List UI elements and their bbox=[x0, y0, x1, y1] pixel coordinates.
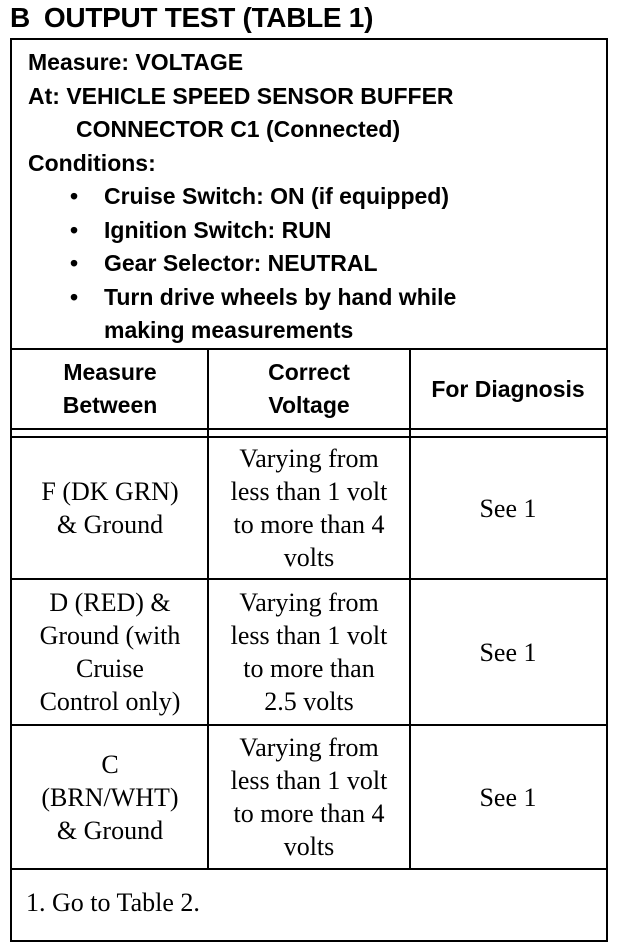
cell-text: Varying from bbox=[239, 588, 379, 617]
cell-text: Varying from bbox=[239, 444, 379, 473]
measure-line: Measure: VOLTAGE bbox=[28, 49, 244, 75]
table-row-2-diagnosis bbox=[410, 580, 606, 724]
header-measure-between bbox=[12, 350, 208, 428]
cell-text: less than 1 volt bbox=[230, 477, 388, 506]
condition-text: Ignition Switch: RUN bbox=[104, 216, 332, 243]
footnote-divider bbox=[12, 868, 606, 870]
cell-text: Control only) bbox=[39, 687, 181, 716]
condition-text: Turn drive wheels by hand while bbox=[104, 283, 457, 310]
cell-text: & Ground bbox=[56, 815, 164, 845]
table-row-3-voltage bbox=[208, 726, 410, 868]
cell-text: & Ground bbox=[56, 510, 164, 539]
header-text: Voltage bbox=[268, 392, 350, 418]
cell-text: D (RED) & bbox=[49, 588, 171, 617]
header-correct-voltage bbox=[208, 350, 410, 428]
header-text: Measure bbox=[63, 359, 157, 385]
bullet-icon: • bbox=[70, 183, 79, 209]
bullet-icon: • bbox=[70, 216, 79, 243]
table-row-3-measure bbox=[12, 726, 208, 868]
page-title bbox=[10, 2, 373, 34]
footnote: 1. Go to Table 2. bbox=[26, 888, 200, 917]
header-text: For Diagnosis bbox=[431, 375, 585, 402]
cell-text: (BRN/WHT) bbox=[41, 782, 179, 812]
cell-text: volts bbox=[283, 543, 335, 572]
test-conditions bbox=[12, 40, 606, 350]
conditions-list bbox=[28, 180, 606, 348]
condition-item bbox=[28, 180, 606, 214]
at-line: At: VEHICLE SPEED SENSOR BUFFER bbox=[28, 82, 454, 109]
condition-item-continued bbox=[28, 314, 606, 348]
section-letter: B bbox=[10, 2, 30, 33]
bullet-icon: • bbox=[70, 250, 79, 276]
cell-text: less than 1 volt bbox=[230, 621, 388, 650]
condition-item bbox=[28, 214, 606, 248]
cell-text: Ground (with bbox=[39, 621, 181, 650]
condition-text: making measurements bbox=[104, 317, 354, 343]
header-divider bbox=[12, 428, 606, 438]
table-header-row bbox=[12, 350, 606, 428]
at-line-continued: CONNECTOR C1 (Connected) bbox=[76, 116, 401, 142]
cell-text: See 1 bbox=[479, 782, 537, 812]
cell-text: C bbox=[101, 749, 119, 779]
cell-text: See 1 bbox=[479, 493, 537, 523]
condition-text: Gear Selector: NEUTRAL bbox=[104, 250, 378, 276]
condition-text: Cruise Switch: ON (if equipped) bbox=[104, 183, 450, 209]
table-row-2-voltage bbox=[208, 580, 410, 724]
bullet-icon: • bbox=[70, 283, 79, 310]
table-row-3-diagnosis bbox=[410, 726, 606, 868]
title-text: OUTPUT TEST (TABLE 1) bbox=[43, 2, 374, 33]
cell-text: less than 1 volt bbox=[230, 766, 388, 795]
table-row-1-voltage bbox=[208, 438, 410, 578]
cell-text: F (DK GRN) bbox=[41, 477, 179, 506]
header-for-diagnosis bbox=[410, 350, 606, 428]
conditions-label: Conditions: bbox=[28, 149, 156, 176]
cell-text: to more than bbox=[243, 654, 375, 683]
condition-item bbox=[28, 281, 606, 315]
table-row-1-diagnosis bbox=[410, 438, 606, 578]
cell-text: See 1 bbox=[479, 637, 537, 667]
table-row-2-measure bbox=[12, 580, 208, 724]
cell-text: 2.5 volts bbox=[264, 687, 354, 716]
header-text: Between bbox=[62, 392, 158, 418]
header-text: Correct bbox=[268, 359, 350, 385]
table-row-1-measure bbox=[12, 438, 208, 578]
cell-text: Cruise bbox=[76, 654, 144, 683]
cell-text: to more than 4 bbox=[233, 799, 385, 828]
output-test-table bbox=[10, 38, 608, 942]
condition-item bbox=[28, 247, 606, 281]
cell-text: volts bbox=[283, 832, 335, 861]
cell-text: to more than 4 bbox=[233, 510, 385, 539]
cell-text: Varying from bbox=[239, 733, 379, 762]
